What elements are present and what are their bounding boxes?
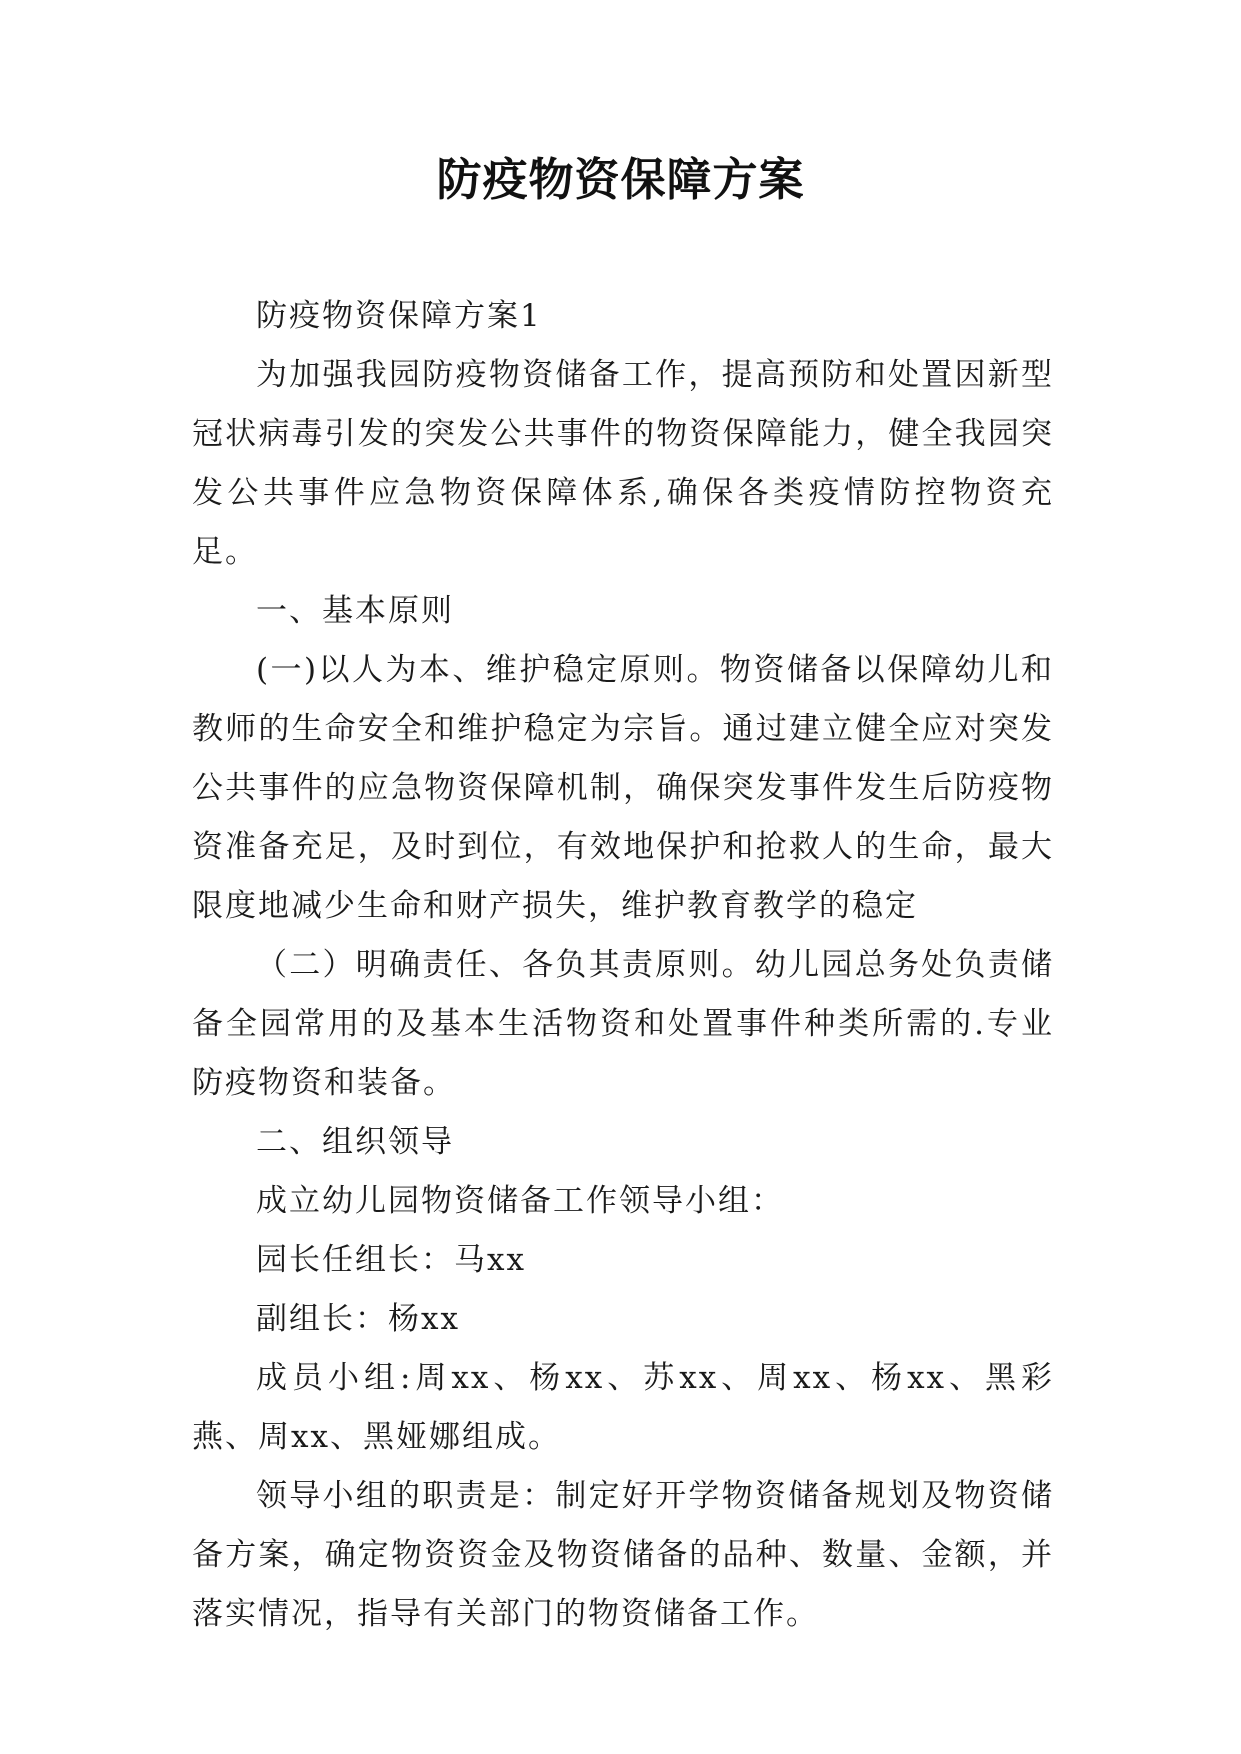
paragraph: 副组长：杨xx (256, 1301, 460, 1337)
paragraph: 成立幼儿园物资储备工作领导小组： (256, 1183, 784, 1219)
paragraph: 为加强我园防疫物资储备工作，提高预防和处置因新型冠状病毒引发的突发公共事件的物资保障能力，健全我园突发公共事件应急物资保障体系,确保各类疫情防控物资充足。 (192, 357, 1054, 570)
document-title: 防疫物资保障方案 (436, 153, 805, 206)
paragraph: 成员小组:周xx、杨xx、苏xx、周xx、杨xx、黑彩燕、周xx、黑娅娜组成。 (192, 1360, 1054, 1455)
section-heading: 一、基本原则 (256, 593, 454, 629)
paragraph: 园长任组长：马xx (256, 1242, 526, 1278)
paragraph: 领导小组的职责是：制定好开学物资储备规划及物资储备方案，确定物资资金及物资储备的品种、数量、金额，并落实情况，指导有关部门的物资储备工作。 (192, 1478, 1054, 1632)
paragraph: (一)以人为本、维护稳定原则。物资储备以保障幼儿和教师的生命安全和维护稳定为宗旨。通过建立健全应对突发公共事件的应急物资保障机制，确保突发事件发生后防疫物资准备充足，及时到位，有效地保护和抢救人的生命，最大限度地减少生命和财产损失，维护教育教学的稳定 (192, 652, 1054, 924)
document-body (192, 287, 1054, 1644)
section-heading: 二、组织领导 (256, 1124, 454, 1160)
paragraph: （二）明确责任、各负其责原则。幼儿园总务处负责储备全园常用的及基本生活物资和处置事件种类所需的.专业防疫物资和装备。 (192, 947, 1054, 1101)
section-heading: 防疫物资保障方案1 (256, 298, 542, 334)
